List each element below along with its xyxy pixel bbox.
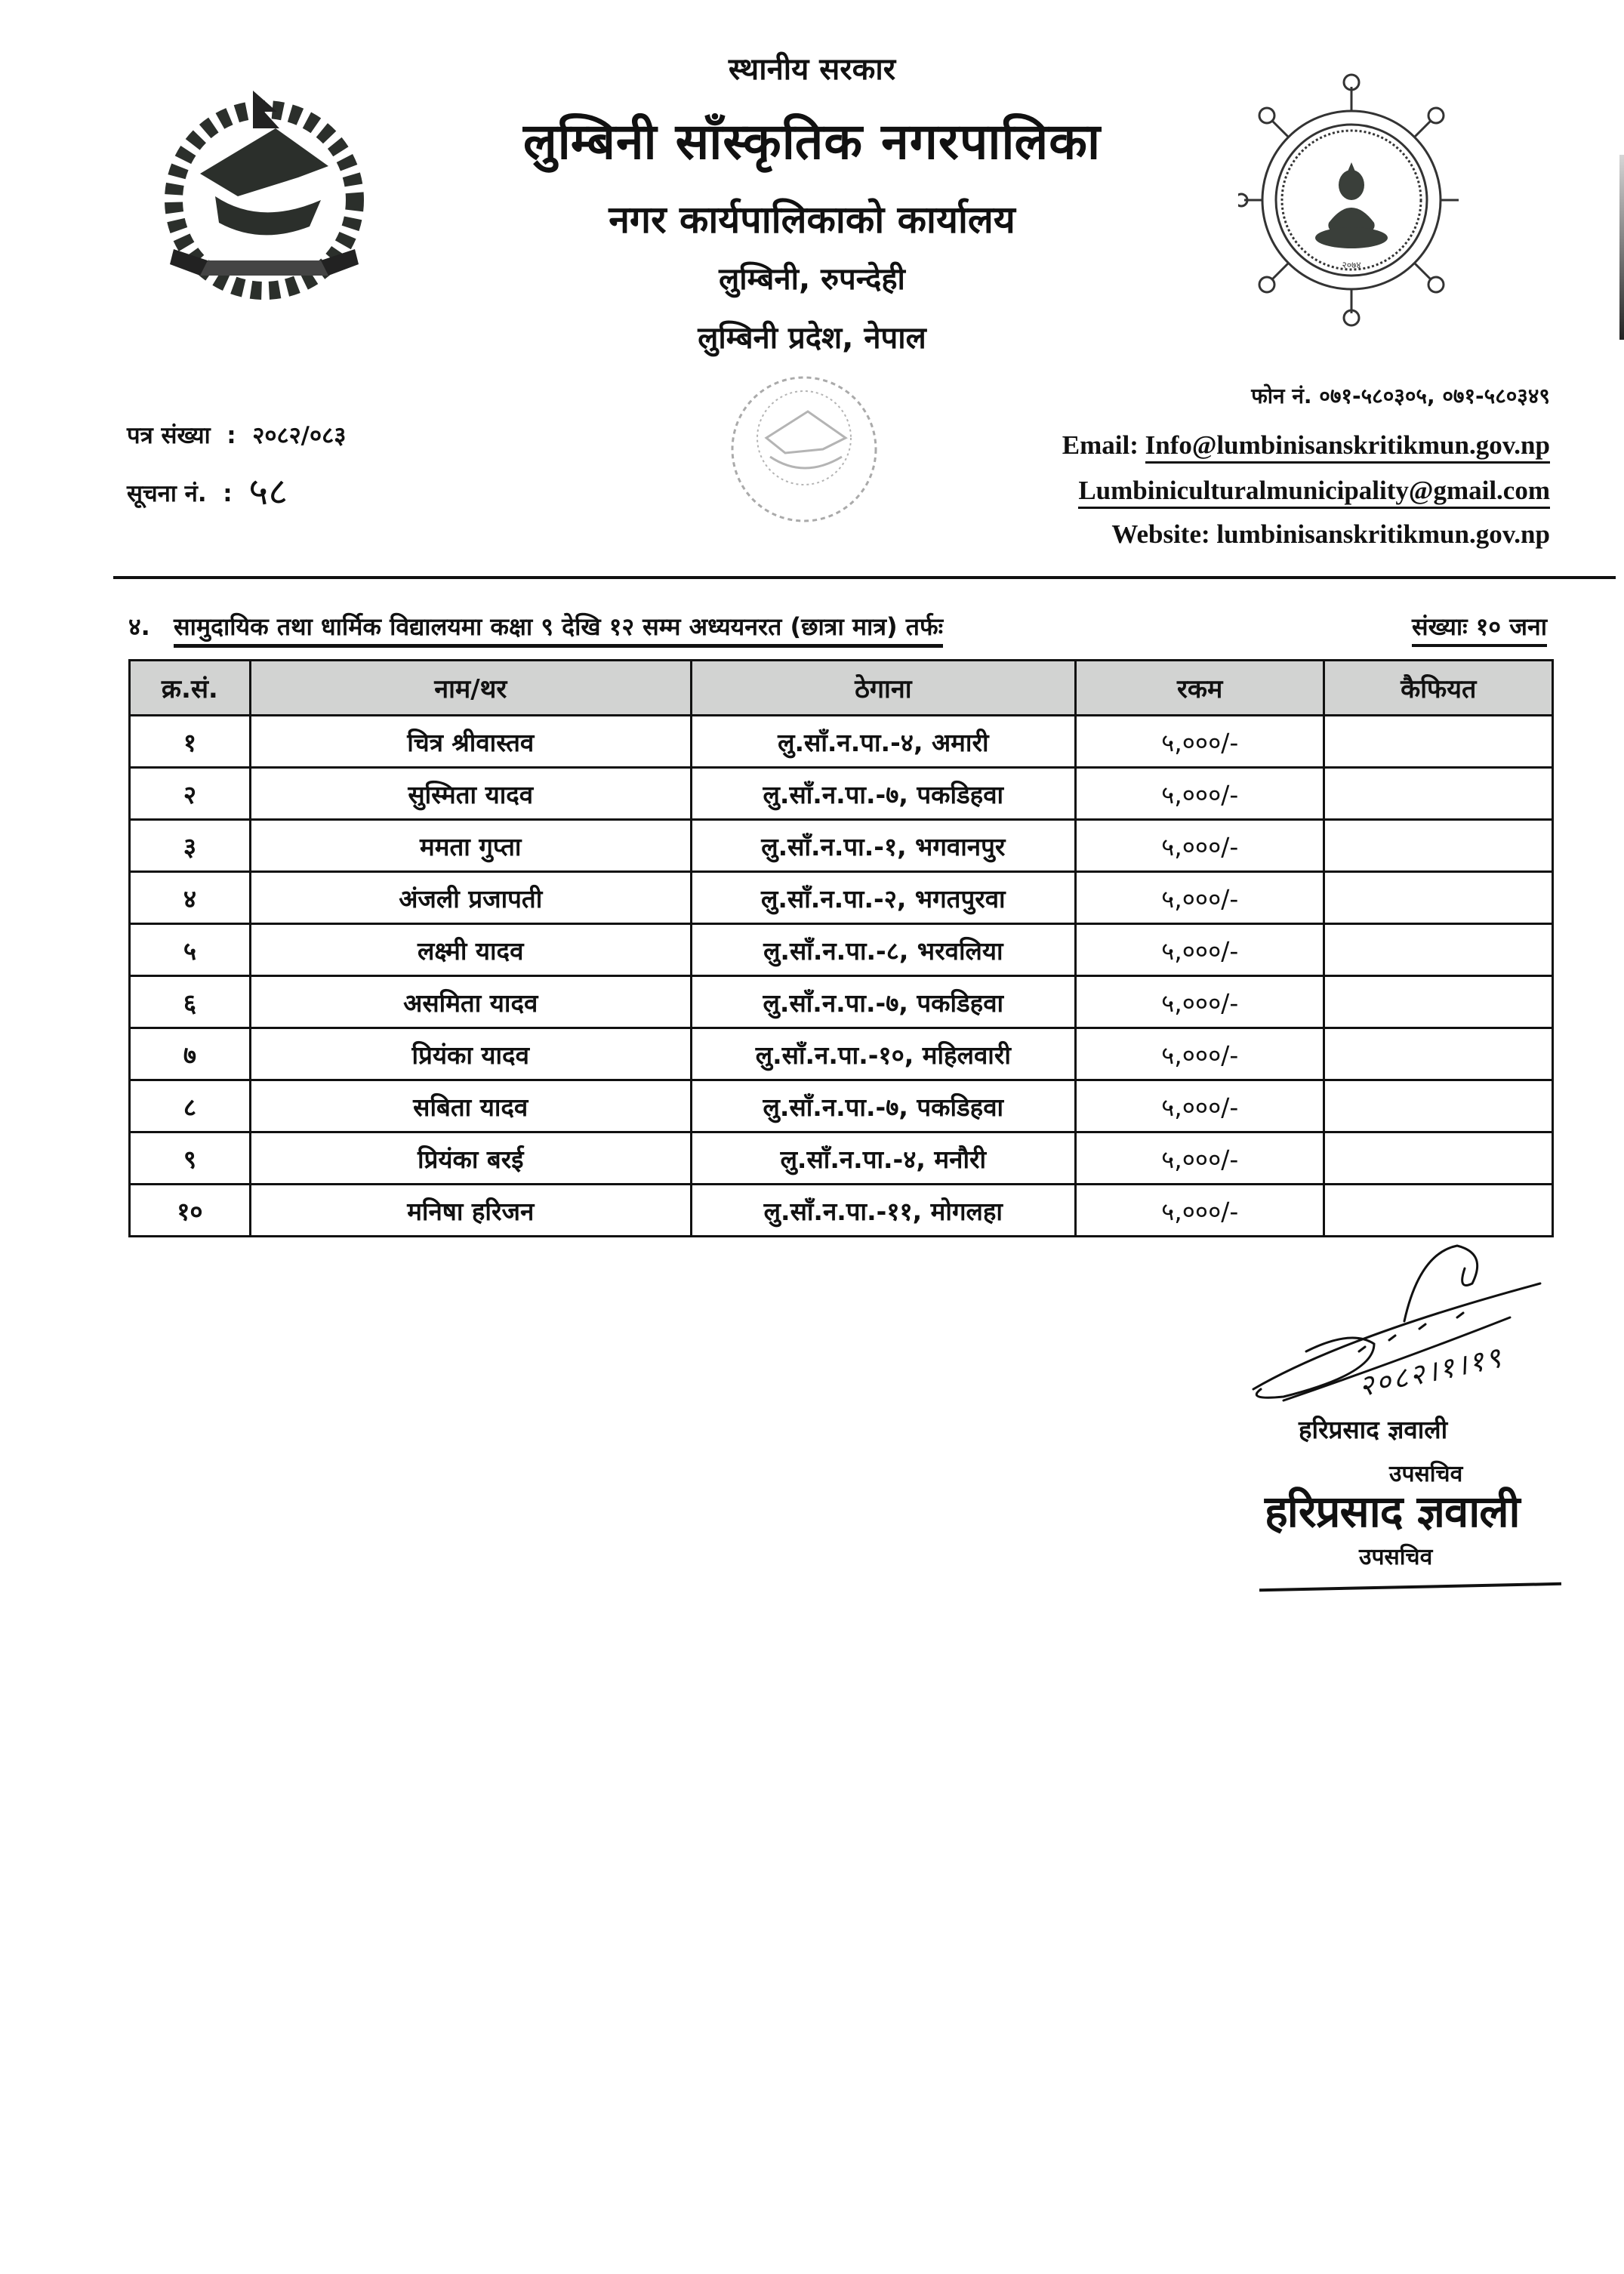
notice-number-label: सूचना नं.: [127, 480, 207, 507]
seal-designation-top: उपसचिव: [1389, 1461, 1463, 1487]
cell-name: ममता गुप्ता: [250, 820, 691, 872]
phone-label: फोन नं.: [1251, 384, 1312, 408]
seal-name: हरिप्रसाद ज्ञवाली: [1265, 1486, 1520, 1537]
header-divider: [113, 576, 1616, 579]
phone-value: ०७१-५८०३०५, ०७१-५८०३४९: [1319, 384, 1550, 408]
table-row: [130, 872, 1553, 924]
signature-date: २०८२।१।१९: [1355, 1340, 1506, 1404]
cell-address: लु.साँ.न.पा.-४, मनौरी: [691, 1132, 1075, 1185]
cell-sn: ५: [130, 924, 251, 976]
column-header-amount: रकम: [1075, 661, 1324, 716]
cell-remarks: [1324, 924, 1553, 976]
table-row: [130, 1080, 1553, 1132]
contact-email: [1062, 430, 1550, 461]
seal-designation-bottom: उपसचिव: [1359, 1544, 1433, 1570]
local-government-label: स्थानीय सरकार: [728, 52, 896, 87]
column-header-name: नाम/थर: [250, 661, 691, 716]
cell-amount: ५,०००/-: [1075, 976, 1324, 1028]
cell-remarks: [1324, 872, 1553, 924]
cell-name: सुस्मिता यादव: [250, 768, 691, 820]
column-header-sn: क्र.सं.: [130, 661, 251, 716]
cell-remarks: [1324, 1132, 1553, 1185]
cell-amount: ५,०००/-: [1075, 1028, 1324, 1080]
cell-sn: १०: [130, 1185, 251, 1237]
signatory-name: हरिप्रसाद ज्ञवाली: [1299, 1415, 1448, 1444]
cell-sn: ४: [130, 872, 251, 924]
cell-sn: ३: [130, 820, 251, 872]
cell-address: लु.साँ.न.पा.-४, अमारी: [691, 716, 1075, 768]
buddha-icon: [1315, 162, 1388, 248]
column-header-remarks: कैफियत: [1324, 661, 1553, 716]
cell-amount: ५,०००/-: [1075, 1185, 1324, 1237]
table-row: [130, 1132, 1553, 1185]
cell-remarks: [1324, 1185, 1553, 1237]
cell-remarks: [1324, 716, 1553, 768]
section-heading: [128, 610, 943, 642]
cell-remarks: [1324, 1080, 1553, 1132]
email-label: Email:: [1062, 430, 1139, 460]
cell-name: लक्ष्मी यादव: [250, 924, 691, 976]
email-primary-link[interactable]: Info@lumbinisanskritikmun.gov.np: [1145, 430, 1550, 464]
website-link[interactable]: lumbinisanskritikmun.gov.np: [1216, 519, 1550, 549]
emblem-year-text: २०७४: [1342, 260, 1361, 270]
cell-name: मनिषा हरिजन: [250, 1185, 691, 1237]
cell-remarks: [1324, 820, 1553, 872]
cell-address: लु.साँ.न.पा.-८, भरवलिया: [691, 924, 1075, 976]
scan-edge-shadow: [1619, 155, 1624, 340]
table-row: [130, 820, 1553, 872]
section-number: ४.: [128, 612, 150, 641]
cell-sn: ६: [130, 976, 251, 1028]
office-stamp: [672, 366, 936, 585]
contact-phone: [1251, 381, 1550, 410]
contact-website: [1111, 519, 1550, 550]
cell-name: चित्र श्रीवास्तव: [250, 716, 691, 768]
letter-number-label: पत्र संख्या: [127, 422, 211, 449]
cell-sn: ७: [130, 1028, 251, 1080]
cell-address: लु.साँ.न.पा.-२, भगतपुरवा: [691, 872, 1075, 924]
table-row: [130, 1028, 1553, 1080]
cell-name: प्रियंका बरई: [250, 1132, 691, 1185]
cell-amount: ५,०००/-: [1075, 872, 1324, 924]
cell-amount: ५,०००/-: [1075, 1132, 1324, 1185]
cell-address: लु.साँ.न.पा.-१०, महिलवारी: [691, 1028, 1075, 1080]
location-district: लुम्बिनी, रुपन्देही: [719, 262, 905, 297]
website-label: Website:: [1111, 519, 1210, 549]
dharma-wheel-icon: [1238, 75, 1459, 325]
letter-number-value: २०८२/०८३: [252, 422, 347, 449]
cell-amount: ५,०००/-: [1075, 1080, 1324, 1132]
cell-sn: ९: [130, 1132, 251, 1185]
location-province: लुम्बिनी प्रदेश, नेपाल: [698, 321, 926, 356]
cell-name: प्रियंका यादव: [250, 1028, 691, 1080]
section-title: सामुदायिक तथा धार्मिक विद्यालयमा कक्षा ९ देखि १२ सम्म अध्ययनरत (छात्रा मात्र) तर्फः: [174, 612, 943, 648]
table-row: [130, 716, 1553, 768]
letter-number: पत्र संख्या : २०८२/०८३: [127, 422, 347, 449]
column-header-address: ठेगाना: [691, 661, 1075, 716]
table-body: [130, 716, 1553, 1237]
municipality-name: लुम्बिनी साँस्कृतिक नगरपालिका: [522, 112, 1102, 171]
cell-address: लु.साँ.न.पा.-७, पकडिहवा: [691, 976, 1075, 1028]
cell-remarks: [1324, 976, 1553, 1028]
cell-amount: ५,०००/-: [1075, 768, 1324, 820]
scholarship-table: [128, 659, 1554, 1237]
cell-address: लु.साँ.न.पा.-७, पकडिहवा: [691, 768, 1075, 820]
office-name: नगर कार्यपालिकाको कार्यालय: [609, 198, 1015, 242]
cell-amount: ५,०००/-: [1075, 820, 1324, 872]
notice-number-value: ५८: [248, 470, 288, 513]
cell-sn: ८: [130, 1080, 251, 1132]
notice-number: सूचना नं. : ५८: [127, 470, 288, 513]
cell-amount: ५,०००/-: [1075, 924, 1324, 976]
cell-name: असमिता यादव: [250, 976, 691, 1028]
municipality-emblem-logo: [1238, 72, 1465, 328]
recipient-count: संख्याः १० जना: [1412, 610, 1547, 647]
cell-amount: ५,०००/-: [1075, 716, 1324, 768]
cell-sn: २: [130, 768, 251, 820]
cell-name: सबिता यादव: [250, 1080, 691, 1132]
cell-remarks: [1324, 768, 1553, 820]
cell-sn: १: [130, 716, 251, 768]
cell-address: लु.साँ.न.पा.-१, भगवानपुर: [691, 820, 1075, 872]
email-secondary-link[interactable]: Lumbiniculturalmunicipality@gmail.com: [1078, 476, 1550, 509]
cell-address: लु.साँ.न.पा.-७, पकडिहवा: [691, 1080, 1075, 1132]
table-row: [130, 976, 1553, 1028]
table-header-row: [130, 661, 1553, 716]
cell-name: अंजली प्रजापती: [250, 872, 691, 924]
table-row: [130, 768, 1553, 820]
table-row: [130, 1185, 1553, 1237]
cell-remarks: [1324, 1028, 1553, 1080]
cell-address: लु.साँ.न.पा.-११, मोगलहा: [691, 1185, 1075, 1237]
table-row: [130, 924, 1553, 976]
contact-email-secondary: [1078, 476, 1550, 506]
